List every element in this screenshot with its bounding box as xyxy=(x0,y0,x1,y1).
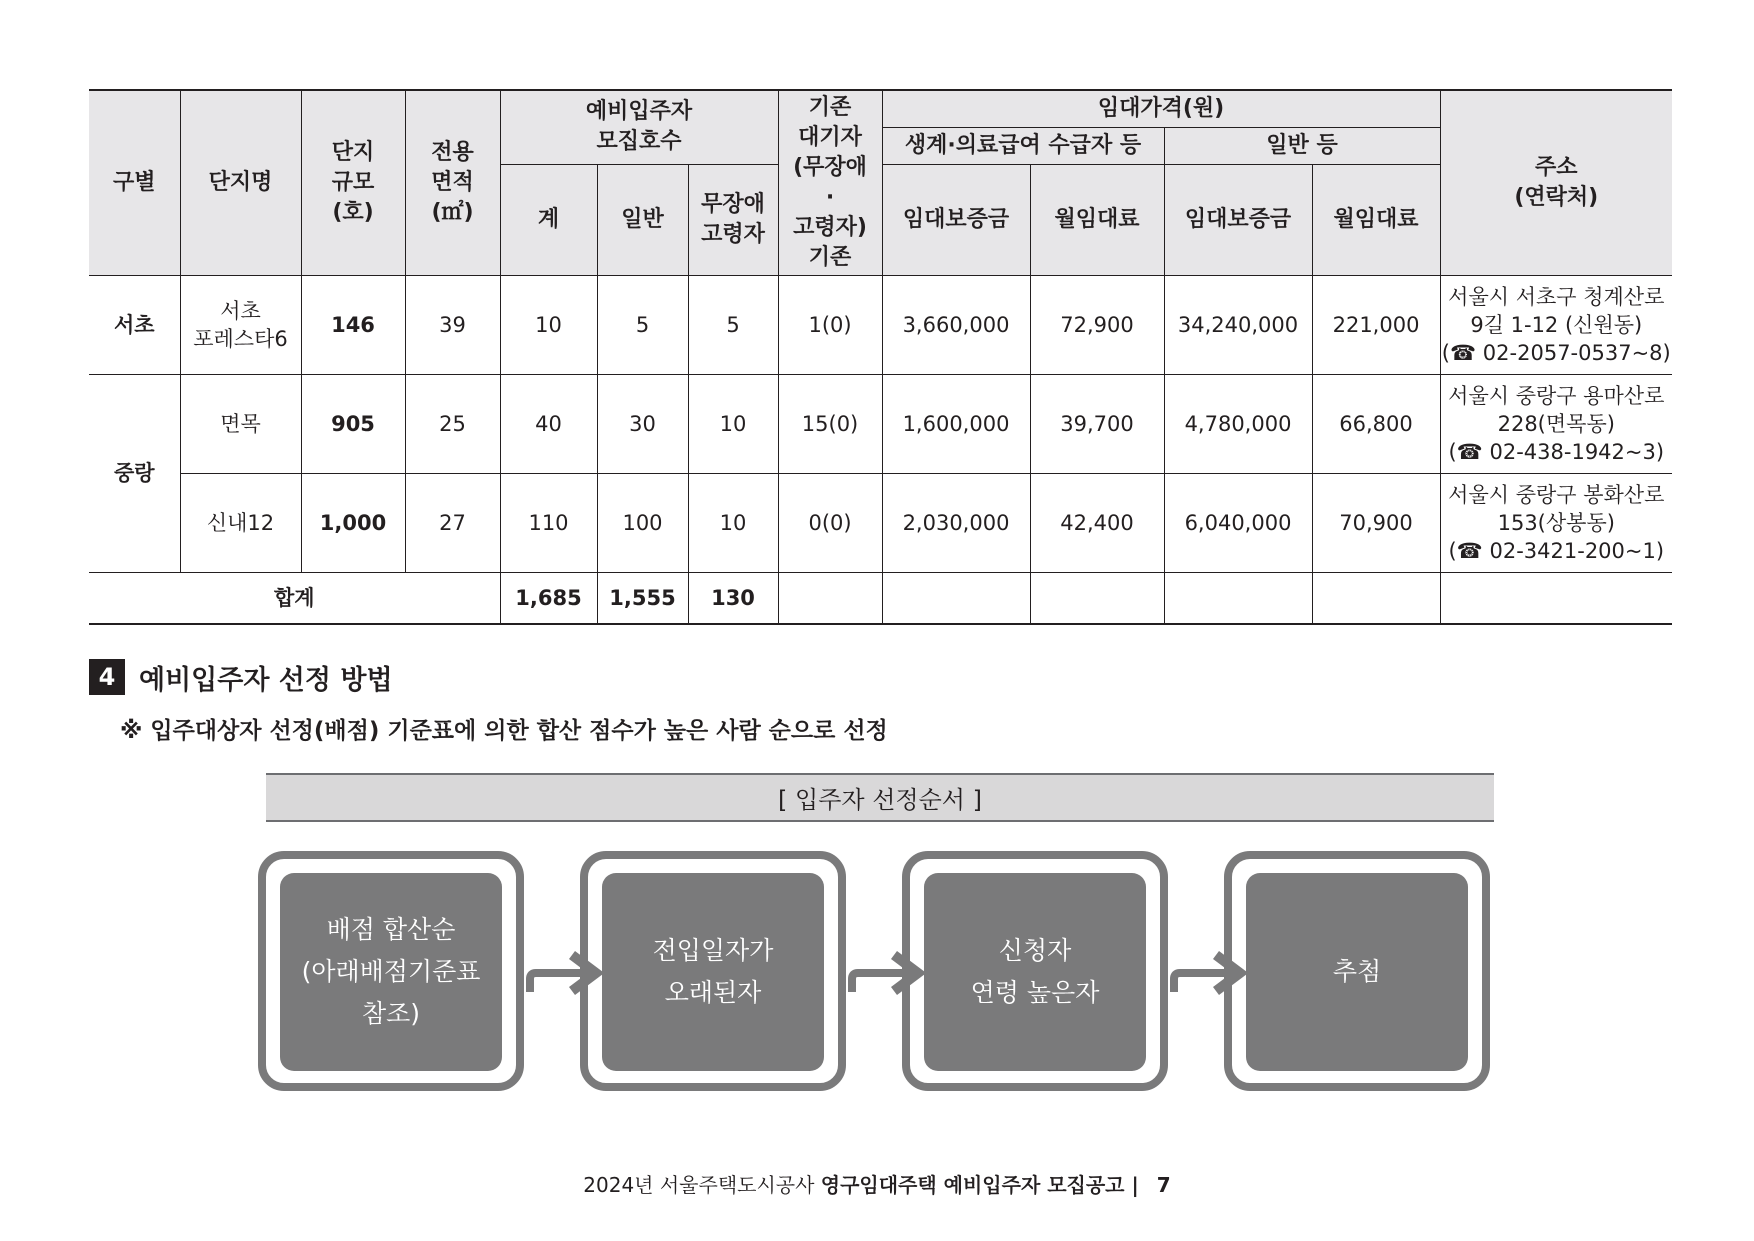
row-general-rent: 66,800 xyxy=(1312,374,1440,473)
header-welfare-rent: 월임대료 xyxy=(1030,164,1164,275)
row-address: 서울시 중랑구 용마산로 228(면목동) (☎ 02-438-1942~3) xyxy=(1440,374,1672,473)
row-general: 30 xyxy=(597,374,688,473)
row-region: 서초 xyxy=(89,275,180,374)
total-empty-cell xyxy=(778,572,882,624)
total-empty-cell xyxy=(1164,572,1312,624)
row-existing: 15(0) xyxy=(778,374,882,473)
footer-prefix: 2024년 서울주택도시공사 xyxy=(583,1173,821,1197)
row-general-deposit: 6,040,000 xyxy=(1164,473,1312,572)
header-welfare-group: 생계·의료급여 수급자 등 xyxy=(882,127,1164,164)
header-address: 주소 (연락처) xyxy=(1440,90,1672,275)
row-general-deposit: 34,240,000 xyxy=(1164,275,1312,374)
header-recruit-group: 예비입주자 모집호수 xyxy=(500,90,778,164)
arrow-right-icon xyxy=(526,937,606,1007)
section-heading xyxy=(89,659,393,695)
row-general: 5 xyxy=(597,275,688,374)
row-welfare-rent: 72,900 xyxy=(1030,275,1164,374)
row-area: 27 xyxy=(405,473,500,572)
row-region: 중랑 xyxy=(89,374,180,572)
header-general: 일반 xyxy=(597,164,688,275)
header-general-rent: 월임대료 xyxy=(1312,164,1440,275)
header-total: 계 xyxy=(500,164,597,275)
row-area: 25 xyxy=(405,374,500,473)
row-complex-size: 1,000 xyxy=(301,473,405,572)
row-welfare-deposit: 2,030,000 xyxy=(882,473,1030,572)
total-empty-cell xyxy=(1030,572,1164,624)
row-barrier-free: 10 xyxy=(688,473,778,572)
housing-table xyxy=(89,89,1672,625)
row-total: 40 xyxy=(500,374,597,473)
row-complex-name: 신내12 xyxy=(180,473,301,572)
selection-note: ※ 입주대상자 선정(배점) 기준표에 의한 합산 점수가 높은 사람 순으로 선정 xyxy=(120,718,888,744)
total-empty-cell xyxy=(1312,572,1440,624)
row-total: 10 xyxy=(500,275,597,374)
arrow-right-icon xyxy=(1170,937,1250,1007)
row-general-rent: 221,000 xyxy=(1312,275,1440,374)
total-row xyxy=(89,572,1672,624)
total-empty-cell xyxy=(1440,572,1672,624)
row-barrier-free: 10 xyxy=(688,374,778,473)
page-footer xyxy=(0,1169,1754,1198)
table-row xyxy=(89,275,1672,374)
section-title: 예비입주자 선정 방법 xyxy=(139,664,393,696)
row-complex-size: 146 xyxy=(301,275,405,374)
total-total: 1,685 xyxy=(500,572,597,624)
row-welfare-rent: 42,400 xyxy=(1030,473,1164,572)
row-complex-name: 서초 포레스타6 xyxy=(180,275,301,374)
table-row xyxy=(89,473,1672,572)
header-existing-waiting: 기존 대기자 (무장애 · 고령자) 기존 xyxy=(778,90,882,275)
row-existing: 1(0) xyxy=(778,275,882,374)
row-existing: 0(0) xyxy=(778,473,882,572)
row-total: 110 xyxy=(500,473,597,572)
row-general-rent: 70,900 xyxy=(1312,473,1440,572)
footer-title: 영구임대주택 예비입주자 모집공고 | xyxy=(820,1173,1139,1197)
header-general-group: 일반 등 xyxy=(1164,127,1440,164)
step-4-box: 추첨 xyxy=(1246,873,1468,1071)
header-complex-size: 단지 규모 (호) xyxy=(301,90,405,275)
section-number: 4 xyxy=(89,659,125,695)
page-number: 7 xyxy=(1156,1173,1171,1197)
row-welfare-deposit: 3,660,000 xyxy=(882,275,1030,374)
row-complex-name: 면목 xyxy=(180,374,301,473)
row-address: 서울시 중랑구 봉화산로 153(상봉동) (☎ 02-3421-200~1) xyxy=(1440,473,1672,572)
row-welfare-rent: 39,700 xyxy=(1030,374,1164,473)
header-general-deposit: 임대보증금 xyxy=(1164,164,1312,275)
order-title-bar: [ 입주자 선정순서 ] xyxy=(266,773,1494,822)
row-general-deposit: 4,780,000 xyxy=(1164,374,1312,473)
row-address: 서울시 서초구 청계산로 9길 1-12 (신원동) (☎ 02-2057-0537~8) xyxy=(1440,275,1672,374)
total-empty-cell xyxy=(882,572,1030,624)
total-general: 1,555 xyxy=(597,572,688,624)
step-1-box: 배점 합산순 (아래배점기준표 참조) xyxy=(280,873,502,1071)
row-area: 39 xyxy=(405,275,500,374)
housing-table-wrapper xyxy=(89,89,1672,625)
row-welfare-deposit: 1,600,000 xyxy=(882,374,1030,473)
header-region: 구별 xyxy=(89,90,180,275)
step-2-box: 전입일자가 오래된자 xyxy=(602,873,824,1071)
table-row xyxy=(89,374,1672,473)
total-label: 합계 xyxy=(89,572,500,624)
step-3-box: 신청자 연령 높은자 xyxy=(924,873,1146,1071)
total-barrier-free: 130 xyxy=(688,572,778,624)
header-barrier-free: 무장애 고령자 xyxy=(688,164,778,275)
row-general: 100 xyxy=(597,473,688,572)
arrow-right-icon xyxy=(848,937,928,1007)
header-complex-name: 단지명 xyxy=(180,90,301,275)
header-rent-group: 임대가격(원) xyxy=(882,90,1440,127)
header-welfare-deposit: 임대보증금 xyxy=(882,164,1030,275)
row-complex-size: 905 xyxy=(301,374,405,473)
header-area: 전용 면적 (㎡) xyxy=(405,90,500,275)
row-barrier-free: 5 xyxy=(688,275,778,374)
